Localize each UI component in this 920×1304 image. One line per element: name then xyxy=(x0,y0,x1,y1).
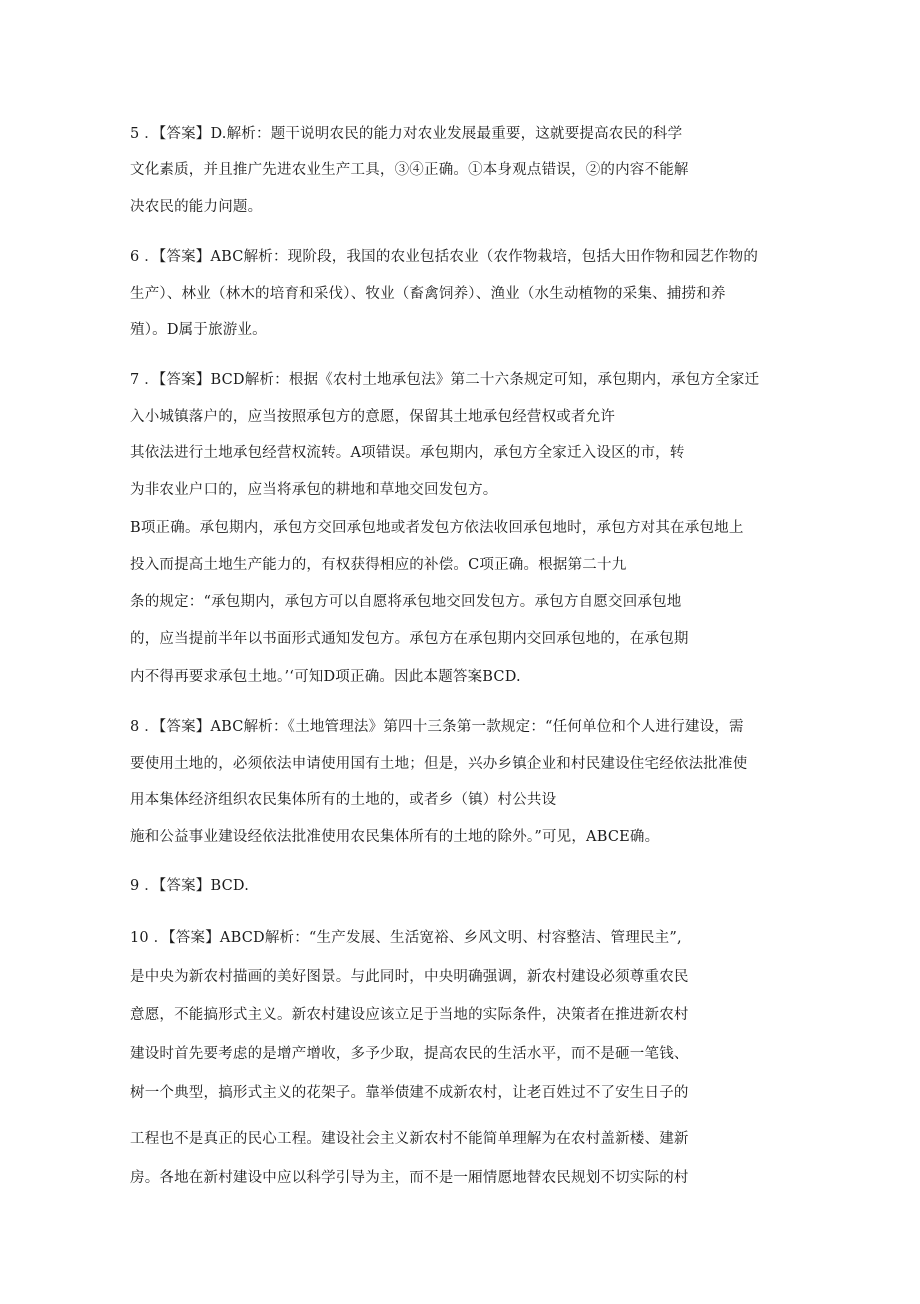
text-line: 入小城镇落户的，应当按照承包方的意愿，保留其土地承包经营权或者允许 xyxy=(130,409,616,425)
text-line: 树一个典型，搞形式主义的花架子。靠举债建不成新农村，让老百姓过不了安生日子的 xyxy=(130,1085,689,1101)
text-line: 6 ．【答案】ABC解析：现阶段，我国的农业包括农业（农作物栽培，包括大田作物和园艺作物的 xyxy=(130,249,759,265)
text-line: 用本集体经济组织农民集体所有的土地的，或者乡（镇）村公共设 xyxy=(130,792,557,808)
text-line: 9 ．【答案】BCD. xyxy=(130,878,250,894)
text-line: 决农民的能力问题。 xyxy=(130,199,263,215)
text-line: 条的规定：“承包期内，承包方可以自愿将承包地交回发包方。承包方自愿交回承包地 xyxy=(130,594,682,610)
text-line: 建设时首先要考虑的是增产增收，多予少取，提高农民的生活水平，而不是砸一笔钱、 xyxy=(130,1046,689,1062)
text-line: 工程也不是真正的民心工程。建设社会主义新农村不能简单理解为在农村盖新楼、建新 xyxy=(130,1131,689,1147)
text-line: 施和公益事业建设经依法批准使用农民集体所有的土地的除外。”可见，ABCE确。 xyxy=(130,829,660,845)
text-line: 文化素质，并且推广先进农业生产工具，③④正确。①本身观点错误，②的内容不能解 xyxy=(130,162,689,178)
text-line: 7 ．【答案】BCD解析：根据《农村土地承包法》第二十六条规定可知，承包期内，承包方全家迁 xyxy=(130,372,760,388)
text-line: 10 ．【答案】ABCD解析：“生产发展、生活宽裕、乡风文明、村容整洁、管理民主”, xyxy=(130,930,682,946)
text-line: B项正确。承包期内，承包方交回承包地或者发包方依法收回承包地时，承包方对其在承包地上 xyxy=(130,520,744,536)
text-line: 8 ．【答案】ABC解析：《土地管理法》第四十三条第一款规定：“任何单位和个人进行建设，需 xyxy=(130,719,744,735)
text-line: 生产）、林业（林木的培育和采伐）、牧业（畜禽饲养）、渔业（水生动植物的采集、捕捞和养 xyxy=(130,286,726,302)
text-line: 是中央为新农村描画的美好图景。与此同时，中央明确强调，新农村建设必须尊重农民 xyxy=(130,969,689,985)
text-line: 其依法进行土地承包经营权流转。A项错误。承包期内，承包方全家迁入设区的市，转 xyxy=(130,445,685,461)
text-line: 5 ．【答案】D.解析：题干说明农民的能力对农业发展最重要，这就要提高农民的科学 xyxy=(130,126,683,142)
text-line: 投入而提高土地生产能力的，有权获得相应的补偿。C项正确。根据第二十九 xyxy=(130,557,627,573)
text-line: 房。各地在新村建设中应以科学引导为主，而不是一厢情愿地替农民规划不切实际的村 xyxy=(130,1170,689,1186)
text-line: 为非农业户口的，应当将承包的耕地和草地交回发包方。 xyxy=(130,482,498,498)
text-line: 要使用土地的，必须依法申请使用国有土地；但是，兴办乡镇企业和村民建设住宅经依法批准使 xyxy=(130,756,748,772)
text-line: 意愿，不能搞形式主义。新农村建设应该立足于当地的实际条件，决策者在推进新农村 xyxy=(130,1007,689,1023)
text-line: 殖）。D属于旅游业。 xyxy=(130,322,267,338)
text-line: 内不得再要求承包土地。’‘可知D项正确。因此本题答案BCD. xyxy=(130,669,521,685)
text-line: 的，应当提前半年以书面形式通知发包方。承包方在承包期内交回承包地的，在承包期 xyxy=(130,631,689,647)
